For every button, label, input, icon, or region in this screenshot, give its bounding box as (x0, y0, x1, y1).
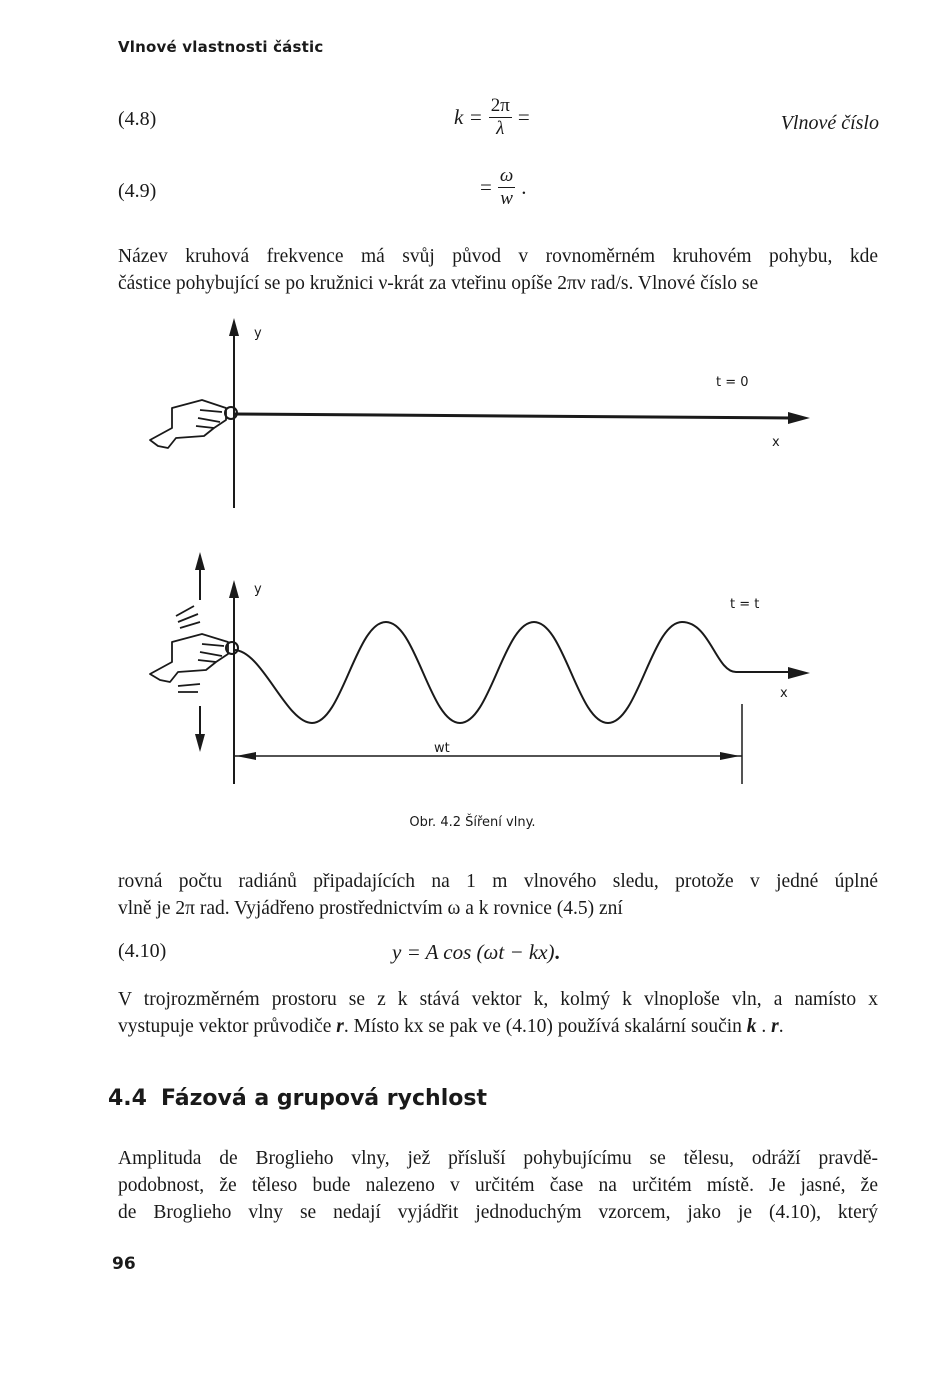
paragraph-3-text-b: . Místo kx se pak ve (4.10) používá skalární součin (343, 1016, 747, 1037)
fraction-numerator: 2π (490, 95, 510, 116)
figure-caption: Obr. 4.2 Šíření vlny. (409, 815, 536, 830)
top-y-label: y (254, 326, 262, 341)
fraction-numerator: ω (499, 165, 514, 186)
wave-propagation-figure (0, 300, 945, 810)
paragraph-3-line-2 (118, 1013, 878, 1040)
distance-arrow-left (236, 752, 256, 760)
page-number: 96 (112, 1254, 136, 1274)
equation-number-4-8: (4.8) (118, 108, 157, 130)
paragraph-2-line-2: vlně je 2π rad. Vyjádřeno prostřednictvím ω a k rovnice (4.5) zní (118, 898, 623, 919)
paragraph-1-line-1: Název kruhová frekvence má svůj původ v rovnoměrném kruhovém pohybu, kde (118, 246, 878, 267)
bottom-x-axis-arrow (788, 667, 810, 679)
running-head: Vlnové vlastnosti částic (118, 38, 324, 56)
dot-product-symbol: . (756, 1016, 772, 1037)
bottom-panel (150, 552, 810, 784)
vector-k: k (746, 1016, 757, 1037)
paragraph-4-line-2: podobnost, že těleso bude nalezeno v určitém čase na určitém místě. Je jasné, že (118, 1175, 878, 1196)
hand-icon (150, 606, 228, 692)
equation-4-9 (480, 166, 527, 209)
section-number: 4.4 (108, 1086, 147, 1111)
top-y-axis-arrow (229, 318, 239, 336)
bottom-y-axis-arrow (229, 580, 239, 598)
top-time-label: t = 0 (716, 375, 749, 390)
equation-4-10-tail: . (554, 940, 560, 964)
section-title-text: Fázová a grupová rychlost (160, 1086, 487, 1111)
distance-label: wt (434, 741, 450, 756)
vector-r-second: r (771, 1016, 779, 1037)
equation-4-10-body: y = A cos (ωt − kx) (392, 940, 555, 964)
equation-4-8-lhs: k = (454, 104, 483, 129)
paragraph-4-line-3: de Broglieho vlny se nedají vyjádřit jednoduchým vzorcem, jako je (4.10), který (118, 1202, 878, 1223)
hand-icon (150, 400, 226, 448)
paragraph-3-end: . (778, 1016, 784, 1037)
top-x-axis-arrow (788, 412, 810, 424)
top-string-line (234, 414, 792, 418)
equation-label-wave-number: Vlnové číslo (780, 112, 879, 134)
equation-4-8 (454, 96, 530, 139)
equation-4-9-lhs: = (480, 174, 492, 199)
equation-number-4-9: (4.9) (118, 180, 157, 202)
section-heading (108, 1086, 487, 1111)
wave-curve (234, 622, 792, 723)
equation-4-8-rhs: = (517, 104, 530, 129)
paragraph-1-line-2: částice pohybující se po kružnici ν-krát za vteřinu opíše 2πν rad/s. Vlnové číslo se (118, 273, 759, 294)
vector-r: r (336, 1016, 344, 1037)
arrow-up-icon (195, 552, 205, 570)
fraction-denominator: λ (496, 117, 505, 139)
equation-4-9-tail: . (521, 174, 527, 199)
paragraph-4-line-1: Amplituda de Broglieho vlny, jež přísluší pohybujícímu se tělesu, odráží pravdě- (118, 1148, 878, 1169)
equation-number-4-10: (4.10) (118, 940, 167, 962)
paragraph-3-text-a: vystupuje vektor průvodiče (118, 1016, 337, 1037)
top-x-label: x (772, 435, 780, 450)
equation-4-10 (392, 940, 560, 965)
paragraph-2-line-1: rovná počtu radiánů připadajících na 1 m vlnového sledu, protože v jedné úplné (118, 871, 878, 892)
paragraph-3-line-1: V trojrozměrném prostoru se z k stává vektor k, kolmý k vlnoploše vln, a namísto x (118, 989, 878, 1010)
top-panel (150, 318, 810, 508)
distance-arrow-right (720, 752, 740, 760)
arrow-down-icon (195, 734, 205, 752)
bottom-x-label: x (780, 686, 788, 701)
fraction-2pi-over-lambda (489, 96, 512, 139)
fraction-denominator: w (500, 187, 513, 209)
bottom-time-label: t = t (730, 597, 760, 612)
bottom-y-label: y (254, 582, 262, 597)
fraction-omega-over-w (498, 166, 515, 209)
